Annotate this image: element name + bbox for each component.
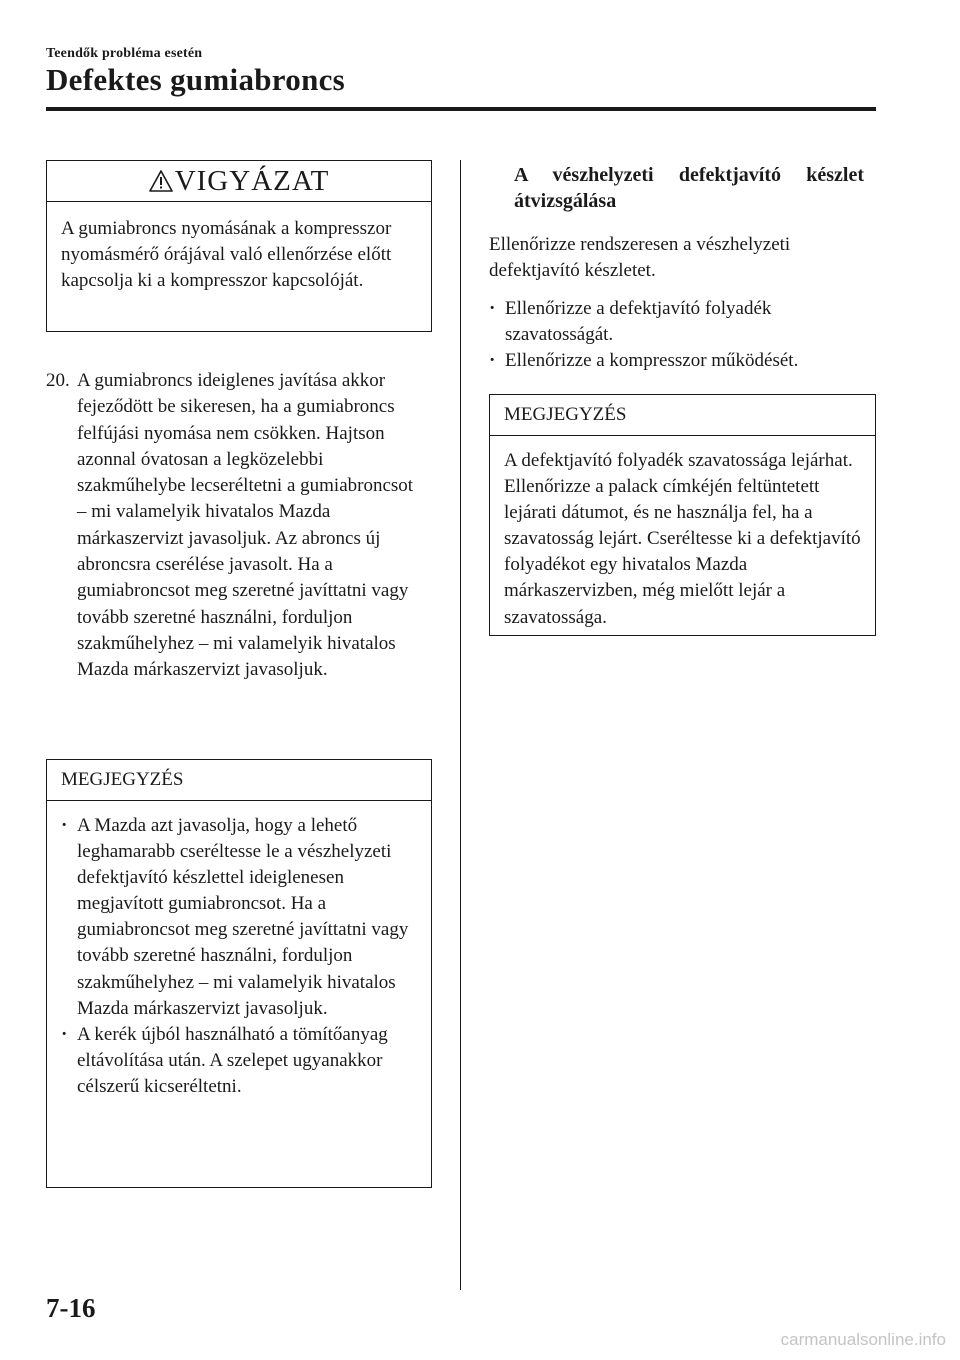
header-rule bbox=[46, 107, 876, 111]
note-item-text: A Mazda azt javasolja, hogy a lehető leghamarabb cseréltesse le a vészhelyzeti defektjavító készlettel ideiglenesen megjavított gumiabroncsot. Ha a gumiabroncsot meg szeretné javíttatni vagy tovább szeretné használni, forduljon szakműhelyhez – mi valamelyik hivatalos Mazda márkaszervizt javasoljuk. bbox=[77, 815, 409, 1019]
inspection-list-item bbox=[489, 296, 869, 348]
page-title: Defektes gumiabroncs bbox=[46, 62, 346, 97]
bullet-dot: · bbox=[61, 1023, 68, 1045]
caution-title: VIGYÁZAT bbox=[174, 164, 330, 197]
bullet-dot: · bbox=[61, 815, 68, 836]
watermark: carmanualsonline.info bbox=[780, 1330, 946, 1349]
inspection-list-item bbox=[489, 348, 869, 374]
note-header: MEGJEGYZÉS bbox=[490, 395, 875, 436]
caution-text: A gumiabroncs nyomásának a kompresszor nyomásmérő órájával való ellenőrzése előtt kapcsolja ki a kompresszor kapcsolóját. bbox=[61, 218, 392, 291]
inspection-item-text: Ellenőrizze a defektjavító folyadék szavatosságát. bbox=[505, 298, 772, 345]
step-number: 20. bbox=[46, 370, 70, 391]
note-list-item bbox=[61, 1022, 421, 1100]
note-box-right bbox=[489, 394, 876, 636]
inspection-item-text: Ellenőrizze a kompresszor működését. bbox=[505, 350, 799, 371]
note-box-left bbox=[46, 759, 432, 1188]
section-title: Teendők probléma esetén bbox=[46, 46, 203, 61]
page-number: 7-16 bbox=[46, 1293, 96, 1323]
note-item-text: A kerék újból használható a tömítőanyag eltávolítása után. A szelepet ugyanakkor célszerű kicseréltetni. bbox=[77, 1023, 388, 1097]
bullet-dot: · bbox=[489, 350, 496, 371]
step-text: A gumiabroncs ideiglenes javítása akkor fejeződött be sikeresen, ha a gumiabroncs felfújási nyomása nem csökken. Hajtson azonnal óvatosan a legközelebbi szakműhelybe lecseréltetni a gumiabroncsot – mi valamelyik hivatalos Mazda márkaszervizt javasoljuk. Az abroncs új abroncsra cserélése javasolt. Ha a gumiabroncsot meg szeretné javíttatni vagy tovább szeretné használni, forduljon szakműhelyhez – mi valamelyik hivatalos Mazda márkaszervizt javasoljuk. bbox=[77, 370, 414, 681]
warning-triangle-icon bbox=[149, 169, 173, 193]
step-20 bbox=[46, 368, 426, 684]
bullet-dot: · bbox=[489, 298, 496, 319]
inspection-heading: A vészhelyzeti defektjavító készlet átvizsgálása bbox=[514, 164, 864, 212]
note-body: A defektjavító folyadék szavatossága lejárhat. Ellenőrizze a palack címkéjén feltüntetett lejárati dátumot, és ne használja fel, ha a szavatosság lejárt. Cseréltesse ki a defektjavító folyadékot egy hivatalos Mazda márkaszervizben, még mielőtt lejár a szavatossága. bbox=[504, 450, 861, 628]
note-body bbox=[47, 801, 431, 1100]
column-divider bbox=[460, 160, 461, 1290]
caution-header bbox=[47, 161, 431, 202]
note-list-item bbox=[61, 813, 421, 1022]
note-header: MEGJEGYZÉS bbox=[47, 760, 431, 801]
inspection-intro: Ellenőrizze rendszeresen a vészhelyzeti defektjavító készletet. bbox=[489, 234, 791, 281]
caution-box bbox=[46, 160, 432, 332]
